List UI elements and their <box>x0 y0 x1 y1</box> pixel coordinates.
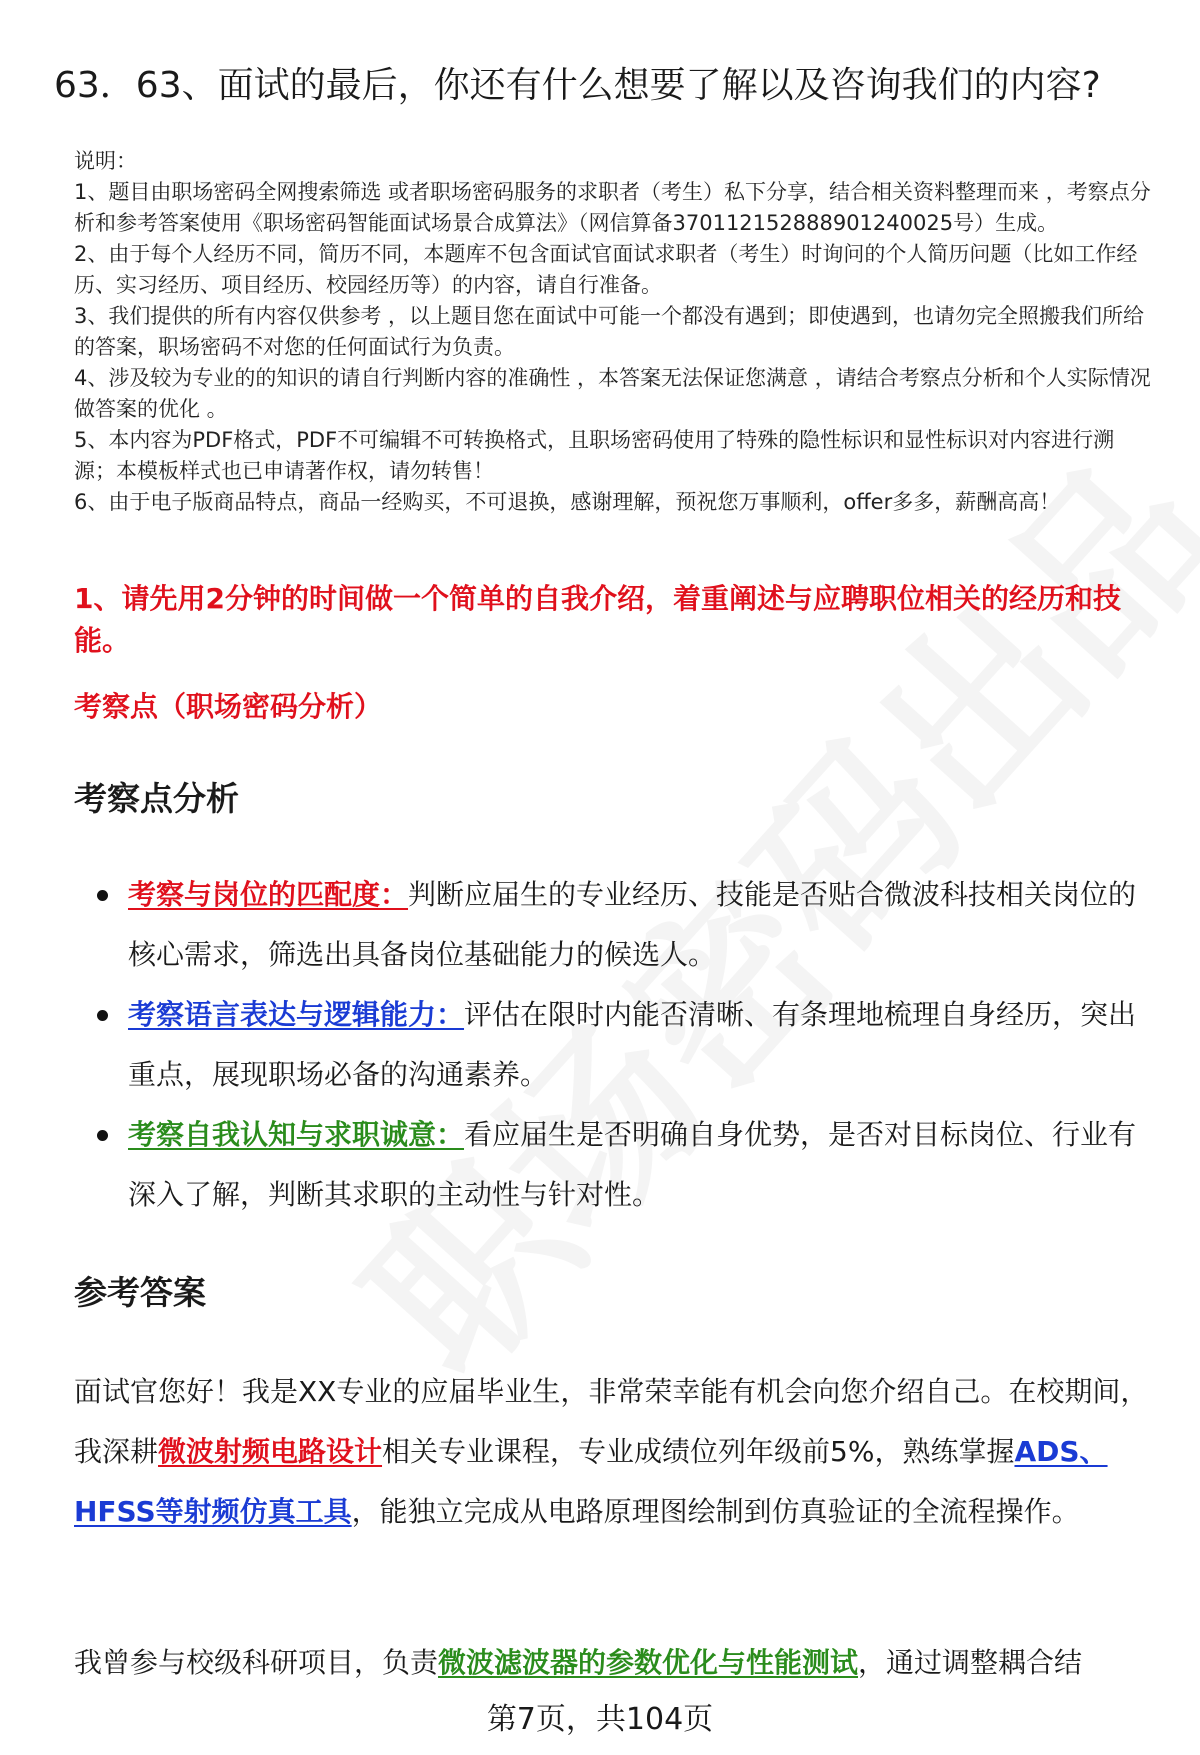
list-item <box>74 865 1154 985</box>
interview-question: 1、请先用2分钟的时间做一个简单的自我介绍，着重阐述与应聘职位相关的经历和技能。 <box>74 582 1121 657</box>
notes-line: 说明： <box>74 149 137 173</box>
notes-line: 2、由于每个人经历不同，简历不同，本题库不包含面试官面试求职者（考生）时询问的个人简历问题（比如工作经历、实习经历、项目经历、校园经历等）的内容，请自行准备。 <box>74 242 1138 297</box>
bullet-keyword: 考察与岗位的匹配度： <box>128 878 409 911</box>
bullet-keyword: 考察语言表达与逻辑能力： <box>128 998 465 1031</box>
bullet-text: 判断应届生的专业经历、技能是否贴合微波科技相关岗位的核心需求，筛选出具备岗位基础能力的候选人。 <box>128 878 1137 971</box>
notes-line: 4、涉及较为专业的的知识的请自行判断内容的准确性 ，本答案无法保证您满意 ，请结合考察点分析和个人实际情况做答案的优化 。 <box>74 366 1151 421</box>
list-item <box>74 1105 1154 1225</box>
notes-line: 3、我们提供的所有内容仅供参考 ，以上题目您在面试中可能一个都没有遇到；即使遇到，也请勿完全照搬我们所给的答案，职场密码不对您的任何面试行为负责。 <box>74 304 1145 359</box>
answer-paragraph <box>74 1633 1164 1693</box>
bullet-text: 看应届生是否明确自身优势，是否对目标岗位、行业有深入了解，判断其求职的主动性与针对性。 <box>128 1118 1137 1211</box>
answer-keyword: 微波射频电路设计 <box>158 1435 383 1468</box>
notes-line: 5、本内容为PDF格式，PDF不可编辑不可转换格式，且职场密码使用了特殊的隐性标识和显性标识对内容进行溯源；本模板样式也已申请著作权，请勿转售！ <box>74 428 1115 483</box>
answer-paragraph <box>74 1362 1164 1542</box>
notes-line: 6、由于电子版商品特点，商品一经购买，不可退换，感谢理解，预祝您万事顺利，offer多多，薪酬高高！ <box>74 490 1061 514</box>
bullet-keyword: 考察自我认知与求职诚意： <box>128 1118 465 1151</box>
answer-text: 我曾参与校级科研项目，负责 <box>74 1646 439 1679</box>
answer-text: 面试官您好！我是XX专业的应届毕业生，非常荣幸能有机会向您介绍自己。在校期间，我深耕 <box>74 1375 1149 1468</box>
bullet-dot-icon <box>97 890 108 901</box>
analysis-heading: 考察点分析 <box>74 779 239 818</box>
analysis-list <box>74 865 1154 1225</box>
disclaimer-notes <box>74 146 1154 518</box>
question-title: 63．63、面试的最后，你还有什么想要了解以及咨询我们的内容? <box>54 65 1101 106</box>
answer-heading: 参考答案 <box>74 1273 206 1312</box>
page-number: 第7页，共104页 <box>486 1702 714 1737</box>
notes-line: 1、题目由职场密码全网搜索筛选 或者职场密码服务的求职者（考生）私下分享，结合相关资料整理而来 ，考察点分析和参考答案使用《职场密码智能面试场景合成算法》（网信算备370112152888901240025号）生成。 <box>74 180 1151 235</box>
answer-text: 相关专业课程，专业成绩位列年级前5%，熟练掌握 <box>382 1435 1015 1468</box>
answer-text: ，能独立完成从电路原理图绘制到仿真验证的全流程操作。 <box>351 1495 1080 1528</box>
bullet-text: 评估在限时内能否清晰、有条理地梳理自身经历，突出重点，展现职场必备的沟通素养。 <box>128 998 1137 1091</box>
answer-keyword: 微波滤波器的参数优化与性能测试 <box>438 1646 859 1679</box>
bullet-dot-icon <box>97 1010 108 1021</box>
answer-keyword: ADS、HFSS等射频仿真工具 <box>74 1435 1108 1528</box>
bullet-dot-icon <box>97 1130 108 1141</box>
list-item <box>74 985 1154 1105</box>
answer-text: ，通过调整耦合结 <box>858 1646 1083 1679</box>
kaochadian-label: 考察点（职场密码分析） <box>74 690 383 723</box>
